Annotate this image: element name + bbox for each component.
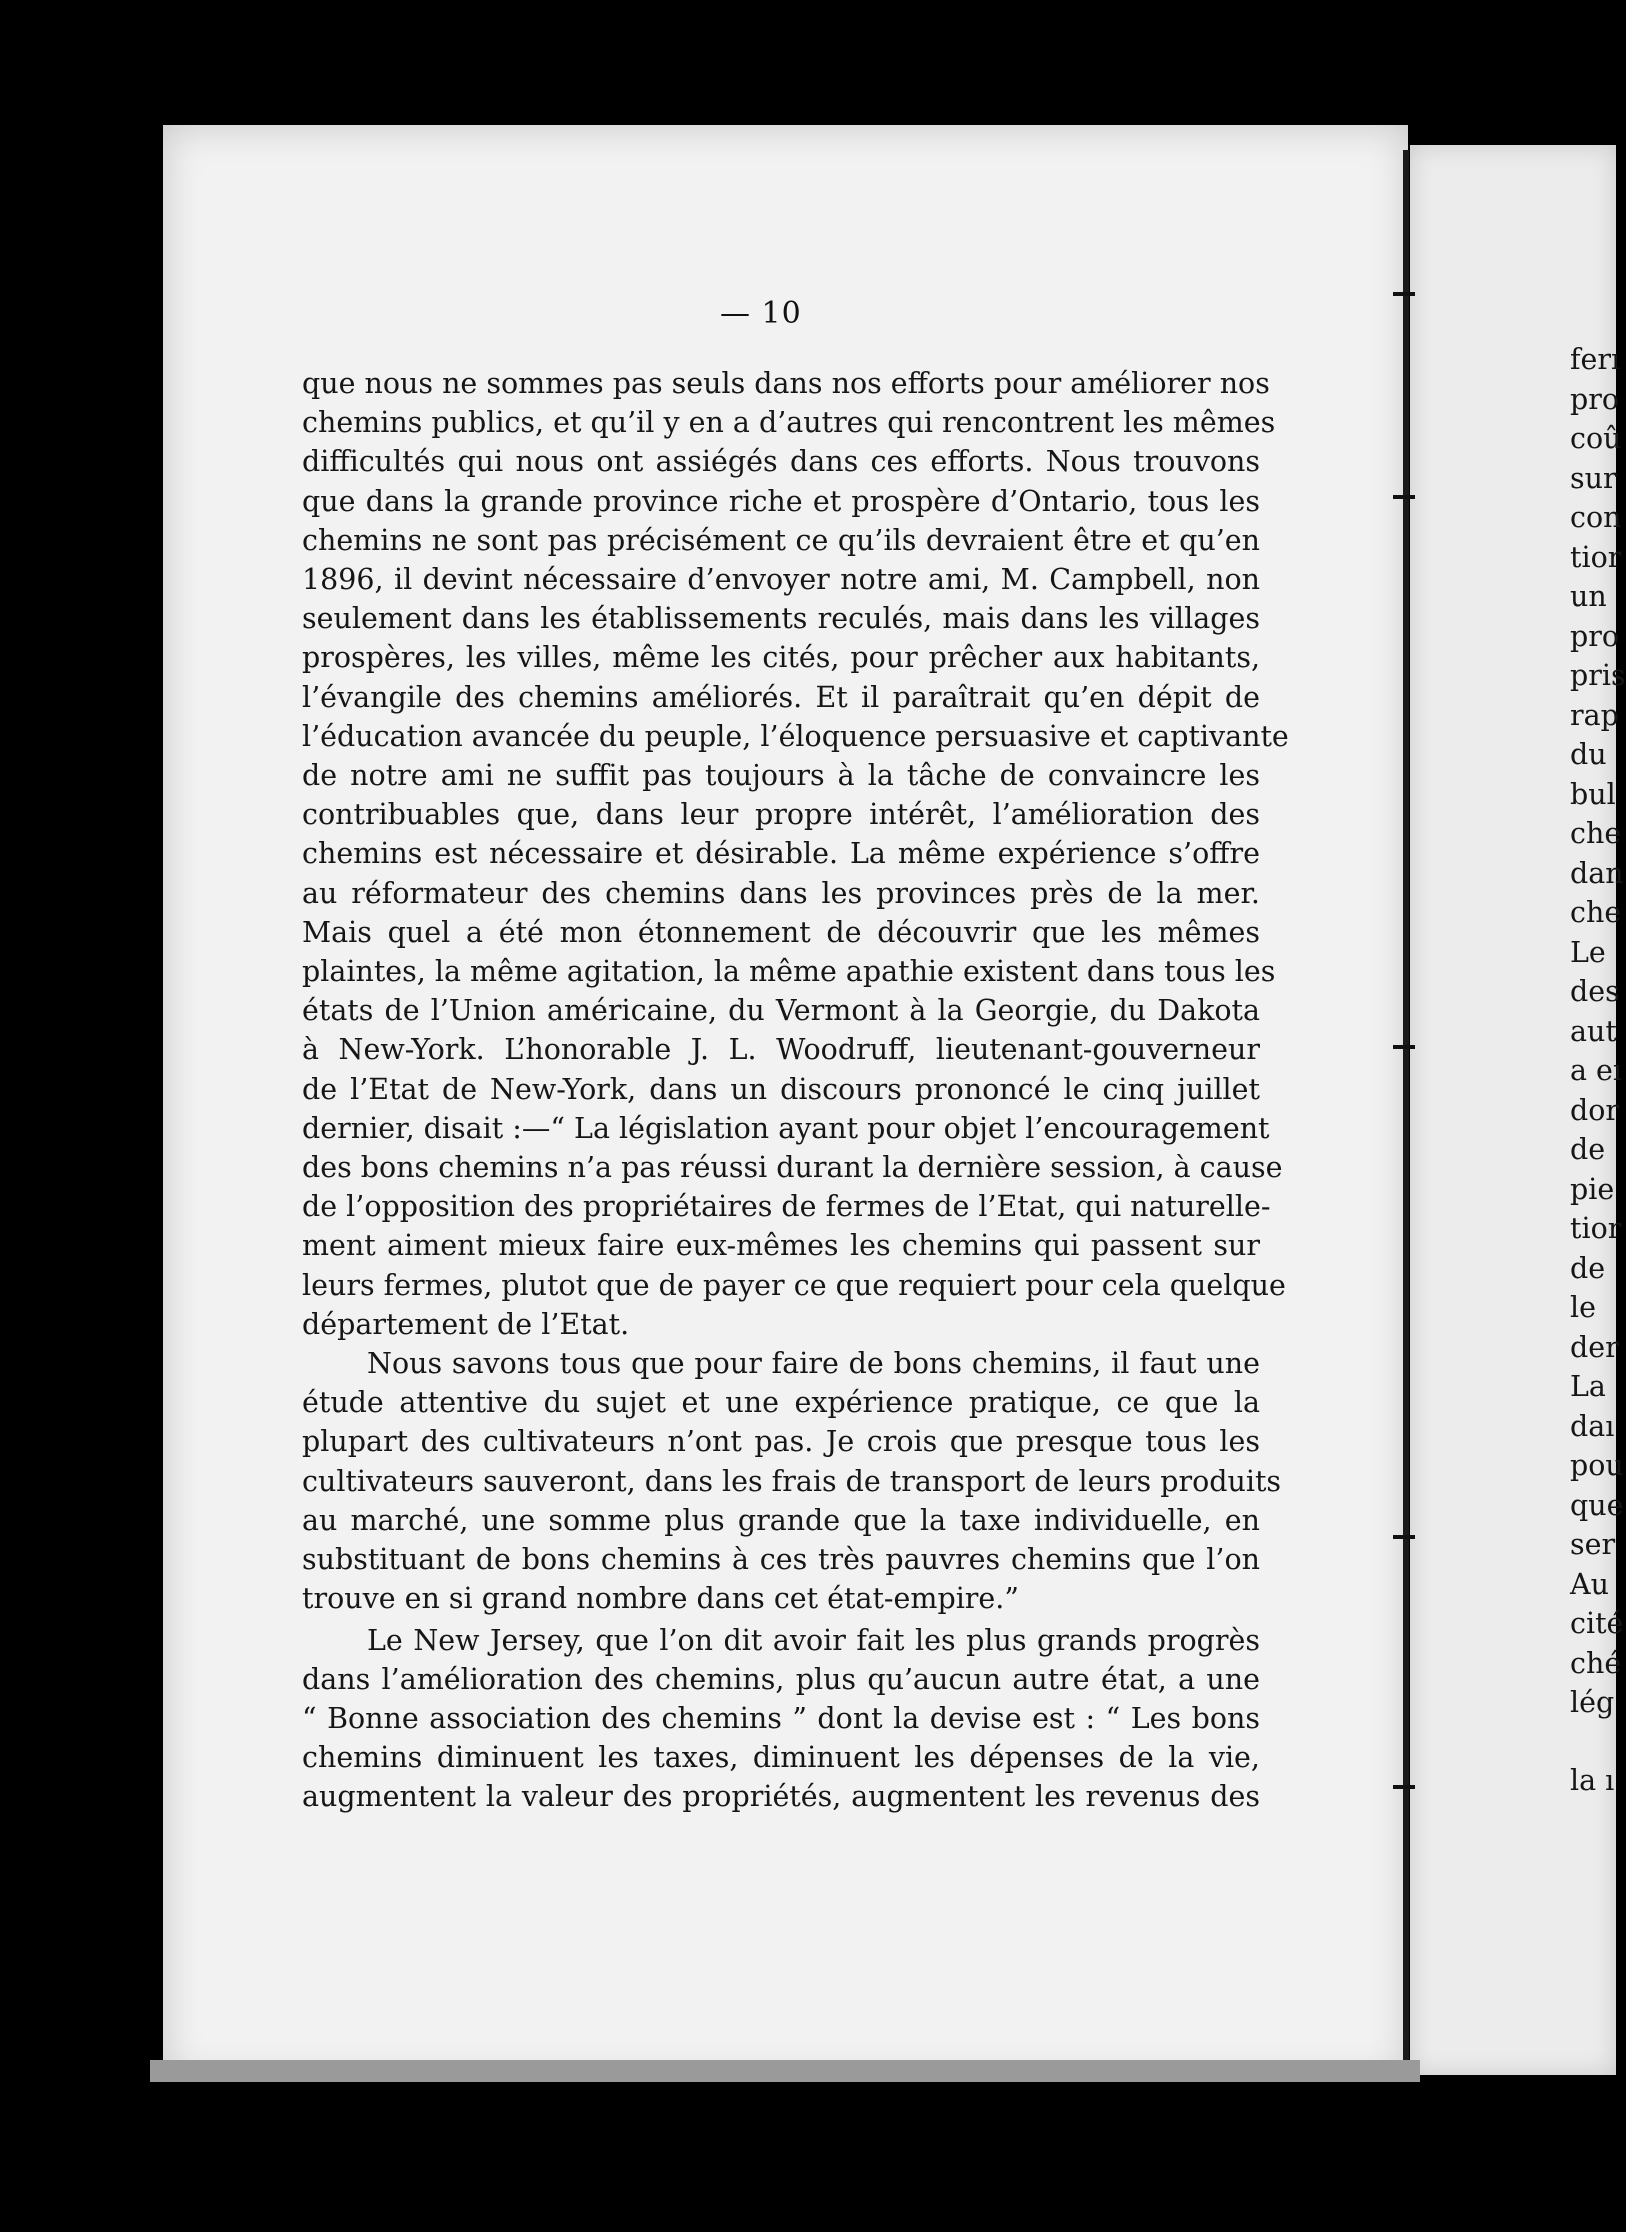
text-line: prospères, les villes, même les cités, pour prêcher aux habitants, — [302, 641, 1260, 675]
fragment: daı — [1570, 1409, 1615, 1443]
text-line: au réformateur des chemins dans les provinces près de la mer. — [302, 876, 1260, 910]
fragment: tior — [1570, 540, 1622, 574]
text-line: l’éducation avancée du peuple, l’éloquence persuasive et captivante — [302, 719, 1289, 753]
text-line: étude attentive du sujet et une expérience pratique, ce que la — [302, 1386, 1260, 1420]
body-text — [302, 364, 1289, 1817]
text-line: chemins publics, et qu’il y en a d’autres qui rencontrent les mêmes — [302, 406, 1276, 440]
fragment: pie — [1570, 1172, 1615, 1206]
fragment: bul — [1570, 777, 1616, 811]
text-line: que nous ne sommes pas seuls dans nos efforts pour améliorer nos — [302, 367, 1270, 400]
page-gutter — [1403, 150, 1409, 2070]
text-line: chemins est nécessaire et désirable. La même expérience s’offre — [302, 837, 1260, 871]
fragment: la ı — [1570, 1763, 1615, 1797]
text-line: “ Bonne association des chemins ” dont la devise est : “ Les bons — [302, 1701, 1260, 1735]
fragment: ferı — [1570, 343, 1621, 376]
fragment: pro — [1570, 382, 1620, 416]
text-line: à New-York. L’honorable J. L. Woodruff, lieutenant-gouverneur — [302, 1033, 1260, 1067]
fragment: pou — [1570, 1449, 1624, 1482]
text-line: 1896, il devint nécessaire d’envoyer notre ami, M. Campbell, non — [302, 563, 1260, 597]
fragment: le — [1570, 1291, 1596, 1324]
fragment: der — [1570, 1330, 1619, 1364]
text-line: plaintes, la même agitation, la même apathie existent dans tous les — [302, 955, 1276, 989]
fragment: Au — [1570, 1567, 1609, 1601]
text-line: dans l’amélioration des chemins, plus qu’aucun autre état, a une — [302, 1662, 1260, 1696]
fragment: des — [1570, 975, 1620, 1008]
fragment: a eı — [1570, 1054, 1623, 1087]
text-line: ment aiment mieux faire eux-mêmes les chemins qui passent sur — [302, 1229, 1260, 1263]
fragment: dan — [1570, 856, 1624, 890]
fragment: con — [1570, 501, 1622, 534]
fragment: dor — [1570, 1093, 1620, 1127]
fragment: lég — [1570, 1686, 1615, 1719]
fragment: que — [1570, 1488, 1624, 1522]
text-line: substituant de bons chemins à ces très pauvres chemins que l’on — [302, 1543, 1260, 1577]
fragment: un — [1570, 580, 1607, 613]
binding-mark — [1393, 292, 1415, 296]
text-line: au marché, une somme plus grande que la taxe individuelle, en — [302, 1503, 1260, 1537]
binding-mark — [1393, 495, 1415, 499]
fragment: de — [1570, 1133, 1606, 1166]
text-line: de l’Etat de New-York, dans un discours prononcé le cinq juillet — [302, 1072, 1260, 1106]
fragment: ser — [1570, 1528, 1616, 1561]
page-bottom-edge — [150, 2060, 1420, 2082]
fragment: ché — [1570, 1646, 1622, 1680]
text-line: augmentent la valeur des propriétés, augmentent les revenus des — [302, 1780, 1260, 1814]
next-page-fragments — [1570, 340, 1626, 1800]
text-line: plupart des cultivateurs n’ont pas. Je crois que presque tous les — [302, 1425, 1260, 1459]
fragment: pris — [1570, 659, 1626, 692]
text-line: chemins ne sont pas précisément ce qu’ils devraient être et qu’en — [302, 523, 1260, 557]
text-line: département de l’Etat. — [302, 1307, 630, 1341]
text-line: que dans la grande province riche et prospère d’Ontario, tous les — [302, 484, 1260, 518]
text-line: des bons chemins n’a pas réussi durant la dernière session, à cause — [302, 1151, 1283, 1185]
fragment: aut — [1570, 1014, 1617, 1048]
text-line: dernier, disait :—“ La législation ayant pour objet l’encouragement — [302, 1111, 1270, 1145]
text-line: chemins diminuent les taxes, diminuent les dépenses de la vie, — [302, 1741, 1260, 1775]
fragment: tior — [1570, 1212, 1622, 1245]
text-line: l’évangile des chemins améliorés. Et il paraîtrait qu’en dépit de — [302, 680, 1260, 714]
text-line: trouve en si grand nombre dans cet état-empire.” — [302, 1582, 1019, 1616]
text-line: Mais quel a été mon étonnement de découvrir que les mêmes — [302, 915, 1260, 949]
text-line: états de l’Union américaine, du Vermont à la Georgie, du Dakota — [302, 994, 1260, 1028]
fragment: che — [1570, 817, 1622, 850]
fragment: coû — [1570, 422, 1622, 455]
fragment: du — [1570, 738, 1607, 771]
fragment: sur — [1570, 461, 1617, 495]
text-line: contribuables que, dans leur propre intérêt, l’amélioration des — [302, 798, 1260, 832]
binding-mark — [1393, 1535, 1415, 1539]
text-line: leurs fermes, plutot que de payer ce que requiert pour cela quelque — [302, 1268, 1286, 1302]
text-line: Nous savons tous que pour faire de bons chemins, il faut une — [367, 1347, 1260, 1381]
fragment: rap — [1570, 698, 1619, 732]
binding-mark — [1393, 1785, 1415, 1789]
text-line: seulement dans les établissements reculés, mais dans les villages — [302, 602, 1260, 636]
fragment: cité — [1570, 1607, 1624, 1640]
text-line: cultivateurs sauveront, dans les frais de transport de leurs produits — [302, 1464, 1282, 1498]
fragment: Le — [1570, 935, 1606, 969]
page-number: — 10 — [720, 296, 802, 331]
text-line: de notre ami ne suffit pas toujours à la tâche de convaincre les — [302, 759, 1260, 793]
fragment: La — [1570, 1370, 1606, 1403]
binding-mark — [1393, 1045, 1415, 1049]
text-line: Le New Jersey, que l’on dit avoir fait les plus grands progrès — [367, 1623, 1260, 1657]
fragment: che — [1570, 896, 1622, 929]
fragment: de — [1570, 1251, 1606, 1285]
text-line: difficultés qui nous ont assiégés dans ces efforts. Nous trouvons — [302, 445, 1260, 479]
text-line: de l’opposition des propriétaires de fermes de l’Etat, qui naturelle- — [302, 1190, 1271, 1224]
fragment: pro — [1570, 619, 1620, 653]
